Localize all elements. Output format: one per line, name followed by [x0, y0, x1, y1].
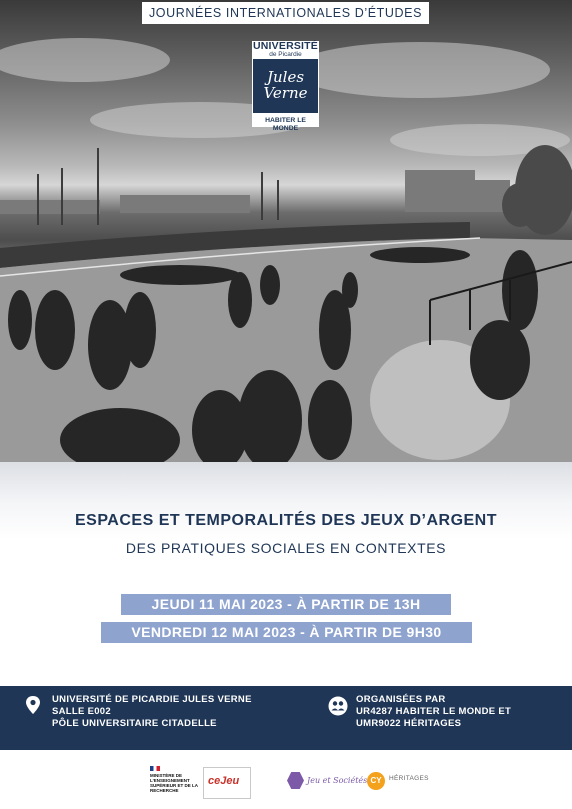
map-pin-icon: [24, 695, 42, 715]
location-line-campus: PÔLE UNIVERSITAIRE CITADELLE: [52, 718, 217, 729]
logo-script-text: Jules Verne: [263, 68, 308, 102]
cejeu-logo: [203, 767, 251, 799]
cejeu-name: ceJeu: [208, 775, 240, 787]
event-type-banner: JOURNÉES INTERNATIONALES D’ÉTUDES: [142, 2, 429, 24]
logo-tagline: HABITER LE MONDE: [265, 117, 306, 132]
organizers-line-2: UMR9022 HÉRITAGES: [356, 718, 462, 729]
gis-jeu-societes-logo: [262, 770, 368, 794]
partner-logos: [0, 750, 572, 809]
cy-name: HÉRITAGES: [389, 775, 429, 782]
date-day-1: JEUDI 11 MAI 2023 - À PARTIR DE 13H: [121, 594, 451, 615]
logo-emblem: [253, 59, 318, 113]
cy-circle-icon: CY: [367, 772, 385, 790]
cy-heritages-logo: [367, 772, 437, 796]
gis-name: Jeu et Sociétés: [307, 776, 368, 785]
event-subtitle: DES PRATIQUES SOCIALES EN CONTEXTES: [125, 540, 447, 556]
location-block: [52, 694, 252, 730]
logo-picardie-word: de Picardie: [269, 51, 302, 58]
trees: [502, 145, 572, 235]
event-title: ESPACES ET TEMPORALITÉS DES JEUX D’ARGENT: [74, 512, 498, 529]
french-flag-icon: [150, 766, 160, 771]
organizers-line-1: UR4287 HABITER LE MONDE ET: [356, 706, 512, 717]
ministere-logo: [150, 766, 198, 802]
organizers-block: [356, 694, 511, 730]
info-band: [0, 686, 572, 750]
organizers-heading: ORGANISÉES PAR: [356, 694, 446, 705]
title-section: [0, 462, 572, 686]
university-logo: [252, 40, 319, 132]
background-buildings: [0, 170, 510, 214]
logo-university-word: UNIVERSITÉ: [252, 40, 318, 52]
location-line-room: SALLE E002: [52, 706, 111, 717]
date-day-2: VENDREDI 12 MAI 2023 - À PARTIR DE 9H30: [101, 622, 472, 643]
people-icon: [328, 696, 348, 716]
location-line-university: UNIVERSITÉ DE PICARDIE JULES VERNE: [52, 694, 252, 705]
gis-hexagon-icon: [287, 772, 304, 789]
ministere-text: MINISTÈRE DE L’ENSEIGNEMENT SUPÉRIEUR ET DE LA RECHERCHE: [150, 773, 198, 793]
